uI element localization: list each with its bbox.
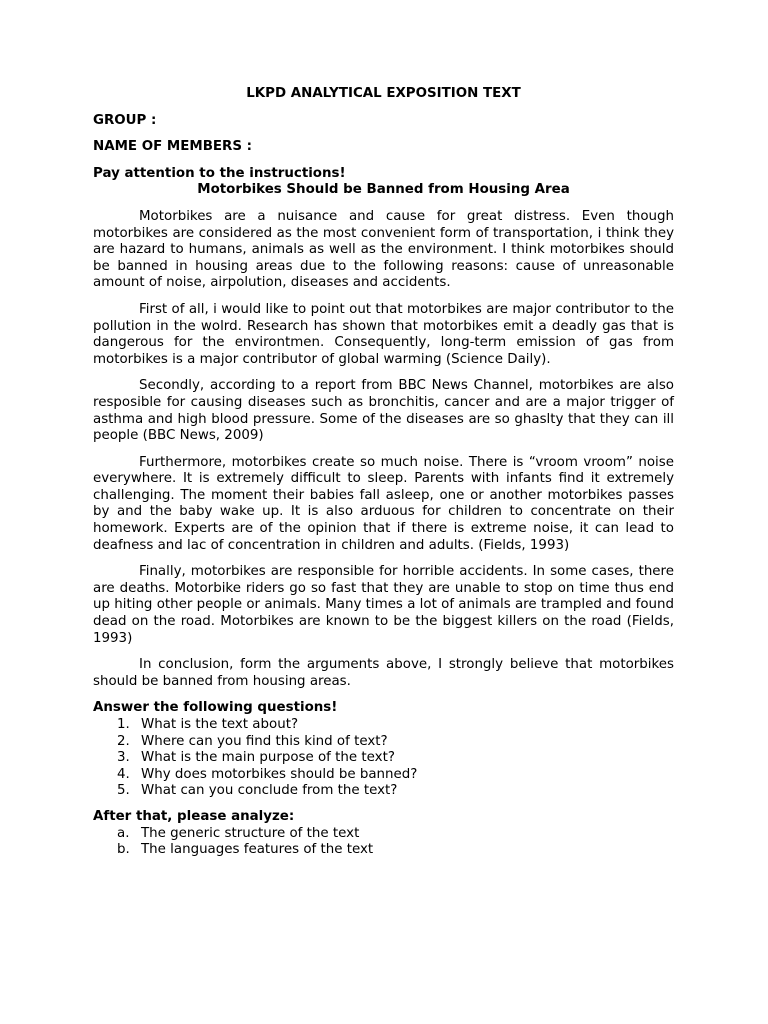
analyze-list (93, 826, 674, 859)
list-item (93, 826, 674, 843)
question-text: What is the main purpose of the text? (141, 750, 395, 766)
list-item (93, 734, 674, 751)
paragraph-argument-4: Finally, motorbikes are responsible for horrible accidents. In some cases, there are deaths. Motorbike riders go so fast that they are unable to stop on time thus end up hiting other people or animals. Many times a lot of animals are trampled and found dead on the road. Motorbikes are known to be the biggest killers on the road (Fields, 1993) (93, 564, 674, 646)
list-marker: 3. (117, 750, 130, 766)
list-marker: a. (117, 825, 130, 841)
list-marker: 2. (117, 733, 130, 749)
document-title: LKPD ANALYTICAL EXPOSITION TEXT (246, 86, 521, 101)
list-marker: 5. (117, 783, 130, 799)
analyze-item-text: The generic structure of the text (141, 825, 360, 841)
paragraph-thesis: Motorbikes are a nuisance and cause for great distress. Even though motorbikes are considered as the most convenient form of transportation, i think they are hazard to humans, animals as well as the environment. I think motorbikes should be banned in housing areas due to the following reasons: cause of unreasonable amount of noise, airpolution, diseases and accidents. (93, 208, 674, 291)
list-marker: 4. (117, 766, 130, 782)
group-label: GROUP : (93, 112, 157, 128)
question-text: Why does motorbikes should be banned? (141, 766, 418, 782)
list-item (93, 842, 674, 859)
question-text: Where can you find this kind of text? (141, 733, 388, 749)
paragraph-argument-3: Furthermore, motorbikes create so much noise. There is “vroom vroom” noise everywhere. It is extremely difficult to sleep. Parents with infants find it extremely challenging. The moment their babies fall asleep, one or another motorbikes passes by and the baby wake up. It is also arduous for children to concentrate on their homework. Experts are of the opinion that if there is extreme noise, it can lead to deafness and lac of concentration in children and adults. (Fields, 1993) (93, 454, 674, 553)
list-item (93, 783, 674, 800)
list-item (93, 750, 674, 767)
paragraph-argument-1: First of all, i would like to point out that motorbikes are major contributor to the pollution in the wolrd. Research has shown that motorbikes emit a deadly gas that is dangerous for the environtmen. Consequently, long-term emission of gas from motorbikes is a major contributor of global warming (Science Daily). (93, 301, 674, 367)
members-label: NAME OF MEMBERS : (93, 139, 253, 155)
list-item (93, 717, 674, 734)
questions-list (93, 717, 674, 800)
list-marker: 1. (117, 717, 130, 732)
document-page (93, 86, 674, 868)
questions-heading: Answer the following questions! (93, 700, 338, 716)
analyze-item-text: The languages features of the text (141, 842, 374, 858)
list-marker: b. (117, 842, 130, 858)
instruction-text: Pay attention to the instructions! (93, 165, 346, 181)
question-text: What can you conclude from the text? (141, 783, 398, 799)
paragraph-conclusion: In conclusion, form the arguments above, I strongly believe that motorbikes should be banned from housing areas. (93, 657, 674, 689)
analyze-heading: After that, please analyze: (93, 808, 295, 824)
list-item (93, 767, 674, 784)
paragraph-argument-2: Secondly, according to a report from BBC News Channel, motorbikes are also resposible for causing diseases such as bronchitis, cancer and are a major trigger of asthma and high blood pressure. Some of the diseases are so ghaslty that they can ill people (BBC News, 2009) (93, 378, 674, 444)
question-text: What is the text about? (141, 717, 299, 732)
text-subtitle: Motorbikes Should be Banned from Housing Area (197, 182, 570, 198)
